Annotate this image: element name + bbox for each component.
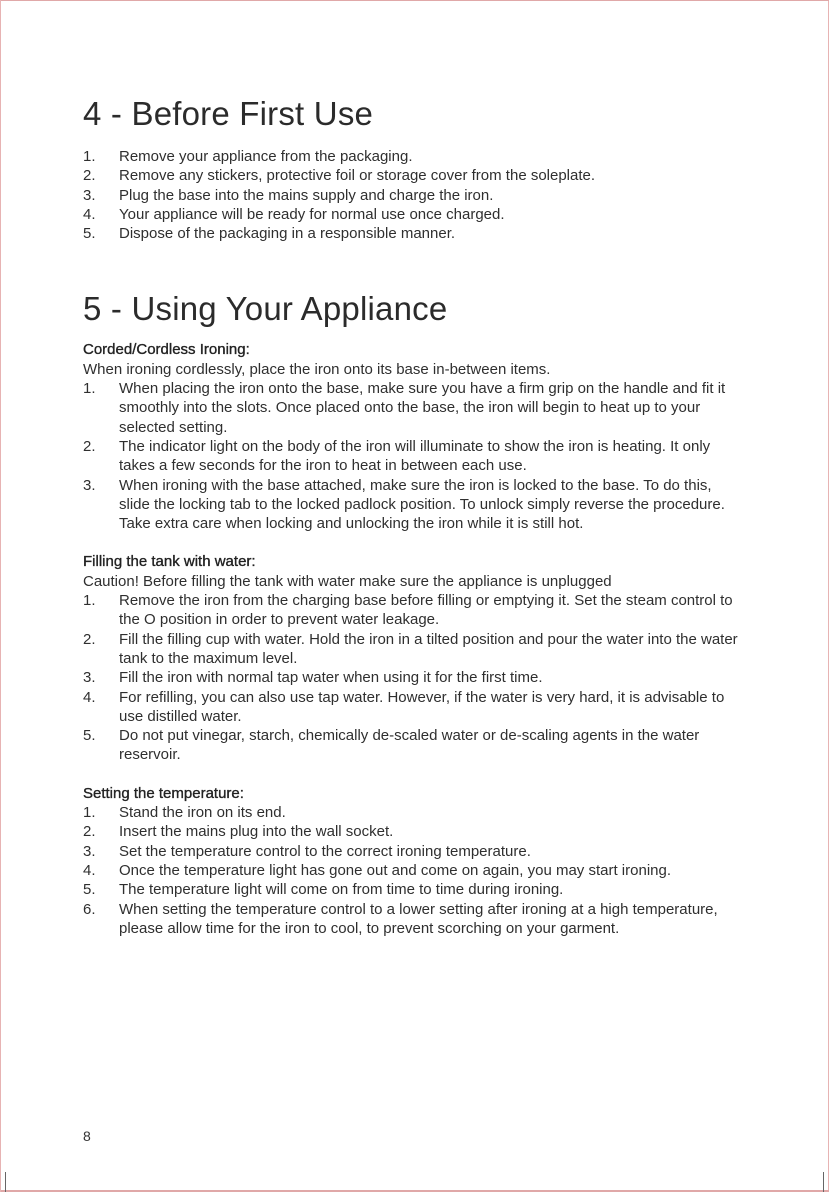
page-edge-top (1, 0, 829, 1)
list-item-text: Once the temperature light has gone out and come on again, you may start ironing. (119, 861, 671, 879)
list-item (83, 224, 743, 243)
filling-tank-list (83, 591, 743, 765)
list-item-number: 2. (83, 823, 96, 841)
list-item (83, 591, 743, 630)
list-item-number: 1. (83, 592, 96, 610)
list-item-text: Fill the iron with normal tap water when using it for the first time. (119, 669, 543, 687)
list-item-number: 1. (83, 804, 96, 822)
list-item-number: 3. (83, 186, 96, 204)
list-item-number: 3. (83, 842, 96, 860)
list-item-text: Your appliance will be ready for normal use once charged. (119, 205, 505, 223)
list-item (83, 205, 743, 224)
list-item (83, 186, 743, 205)
list-item (83, 880, 743, 899)
list-item-number: 4. (83, 205, 96, 223)
list-item (83, 379, 743, 437)
list-item-number: 2. (83, 167, 96, 185)
spacer (83, 533, 743, 552)
filling-caution-text: Caution! Before filling the tank with water make sure the appliance is unplugged (83, 572, 612, 590)
list-item-number: 2. (83, 630, 96, 648)
list-item-text: For refilling, you can also use tap water. However, if the water is very hard, it is advisable to use distilled water. (119, 688, 725, 725)
list-item (83, 803, 743, 822)
corded-cordless-list (83, 379, 743, 533)
list-item-text: When ironing with the base attached, make sure the iron is locked to the base. To do this, slide the locking tab to the locked padlock position. To unlock simply reverse the procedure. Take extra care when locking and unlocking the iron while it is still hot. (119, 476, 725, 533)
list-item-text: Plug the base into the mains supply and charge the iron. (119, 186, 494, 204)
list-item-text: Remove the iron from the charging base before filling or emptying it. Set the steam control to the O position in order to prevent water leakage. (119, 592, 733, 629)
filling-tank-heading: Filling the tank with water: (83, 553, 256, 571)
section-5-title: 5 - Using Your Appliance (83, 290, 448, 328)
list-item-number: 5. (83, 727, 96, 745)
list-item-number: 5. (83, 881, 96, 899)
list-item-number: 1. (83, 148, 96, 165)
page-content (83, 92, 743, 938)
list-item-text: The temperature light will come on from time to time during ironing. (119, 881, 564, 899)
spacer (83, 765, 743, 784)
list-item-text: Fill the filling cup with water. Hold the iron in a tilted position and pour the water into the water tank to the maximum level. (119, 630, 738, 667)
list-item-number: 5. (83, 225, 96, 243)
list-item-text: When placing the iron onto the base, make sure you have a firm grip on the handle and fit it smoothly into the slots. Once placed onto the base, the iron will begin to heat up to your selected setting. (119, 380, 726, 436)
list-item-text: Do not put vinegar, starch, chemically de-scaled water or de-scaling agents in the water reservoir. (119, 727, 700, 764)
list-item-number: 2. (83, 437, 96, 455)
setting-temperature-heading: Setting the temperature: (83, 784, 244, 802)
section-4-title: 4 - Before First Use (83, 95, 374, 132)
list-item (83, 166, 743, 185)
list-item (83, 630, 743, 669)
list-item (83, 842, 743, 861)
crop-mark-right (823, 1172, 824, 1192)
corded-cordless-intro: When ironing cordlessly, place the iron onto its base in-between items. (83, 360, 551, 378)
list-item (83, 726, 743, 765)
crop-mark-left (5, 1172, 6, 1192)
list-item-number: 1. (83, 380, 96, 398)
list-item-text: Remove any stickers, protective foil or storage cover from the soleplate. (119, 167, 596, 185)
list-item (83, 147, 743, 166)
list-item (83, 688, 743, 727)
list-item-text: The indicator light on the body of the iron will illuminate to show the iron is heating. It only takes a few seconds for the iron to heat in between each use. (119, 437, 711, 475)
list-item (83, 822, 743, 841)
list-item-text: Set the temperature control to the correct ironing temperature. (119, 842, 531, 860)
setting-temperature-list (83, 803, 743, 938)
list-item-text: Remove your appliance from the packaging. (119, 148, 413, 165)
list-item (83, 861, 743, 880)
list-item (83, 476, 743, 534)
list-item (83, 437, 743, 476)
list-item-number: 6. (83, 900, 96, 918)
list-item-number: 3. (83, 476, 96, 494)
list-item-text: When setting the temperature control to a lower setting after ironing at a high temperature, please allow time for the iron to cool, to prevent scorching on your garment. (119, 900, 718, 937)
list-item-number: 4. (83, 688, 96, 706)
list-item-number: 3. (83, 669, 96, 687)
list-item-text: Dispose of the packaging in a responsible manner. (119, 225, 456, 243)
list-item-text: Stand the iron on its end. (119, 804, 286, 822)
list-item-number: 4. (83, 861, 96, 879)
list-item-text: Insert the mains plug into the wall socket. (119, 823, 394, 841)
before-first-use-list (83, 147, 743, 243)
list-item (83, 668, 743, 687)
corded-cordless-heading: Corded/Cordless Ironing: (83, 341, 250, 359)
page-number: 8 (83, 1128, 91, 1144)
list-item (83, 900, 743, 939)
